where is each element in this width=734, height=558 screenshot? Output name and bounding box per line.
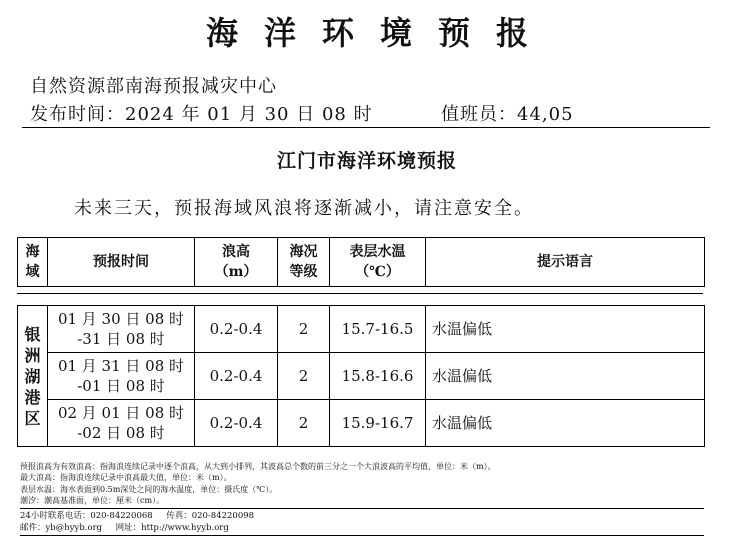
forecast-table-header <box>17 237 705 287</box>
header-forecast-time: 预报时间 <box>48 238 195 287</box>
page-title: 海洋环境预报 <box>205 14 554 52</box>
hint-cell: 水温偏低 <box>426 353 705 400</box>
table-row <box>18 306 705 353</box>
footnote-wave-height: 预报浪高为有效浪高：指海浪连续记录中逐个浪高，从大到小排列，其波高总个数的前三分之一个大浪波高的平均值，单位：米（m）。 <box>20 462 496 471</box>
wave-height-cell: 0.2-0.4 <box>195 353 278 400</box>
wave-height-cell: 0.2-0.4 <box>195 400 278 447</box>
forecast-subtitle: 江门市海洋环境预报 <box>276 150 457 172</box>
contact-info <box>20 510 254 534</box>
forecast-time-cell: 01 月 31 日 08 时 -01 日 08 时 <box>48 353 195 400</box>
footnote-water-temp: 表层水温：海水表面到0.5m深处之间的海水温度，单位：摄氏度（℃）。 <box>20 484 278 494</box>
duty-officer-label: 值班员： <box>441 104 517 125</box>
publish-time <box>30 100 373 126</box>
header-water-temp: 表层水温 （℃） <box>330 238 426 287</box>
header-wave-height: 浪高 （m） <box>195 238 278 287</box>
footnote-tide: 潮汐：潮高基准面，单位：厘米（cm）。 <box>20 495 165 505</box>
sea-state-level-cell: 2 <box>278 353 330 400</box>
header-area: 海 域 <box>18 238 48 287</box>
contact-fax: 传真：020-84220098 <box>166 511 255 521</box>
water-temp-cell: 15.7-16.5 <box>330 306 426 353</box>
forecast-table <box>17 305 705 447</box>
issuer-name: 自然资源部南海预报减灾中心 <box>30 76 277 97</box>
sea-state-level-cell: 2 <box>278 306 330 353</box>
duty-officer <box>441 100 574 126</box>
wave-height-cell: 0.2-0.4 <box>195 306 278 353</box>
table-gap-divider <box>17 293 703 294</box>
hint-cell: 水温偏低 <box>426 400 705 447</box>
water-temp-cell: 15.8-16.6 <box>330 353 426 400</box>
table-row <box>18 353 705 400</box>
forecast-summary: 未来三天，预报海域风浪将逐渐减小，请注意安全。 <box>74 198 534 219</box>
contact-website[interactable]: 网址：http://www.hyyb.org <box>115 523 229 533</box>
area-name-cell: 银 洲 湖 港 区 <box>18 306 48 447</box>
publish-time-value: 2024 年 01 月 30 日 08 时 <box>125 104 373 125</box>
sea-state-level-cell: 2 <box>278 400 330 447</box>
forecast-time-cell: 01 月 30 日 08 时 -31 日 08 时 <box>48 306 195 353</box>
footer-divider-bottom <box>20 535 704 536</box>
header-sea-state-level: 海况 等级 <box>278 238 330 287</box>
footnote-max-wave: 最大浪高：指海浪连续记录中浪高最大值，单位：米（m）。 <box>20 473 232 483</box>
header-hint: 提示语言 <box>426 238 705 287</box>
table-row <box>18 400 705 447</box>
publish-time-label: 发布时间： <box>30 104 125 125</box>
forecast-time-cell: 02 月 01 日 08 时 -02 日 08 时 <box>48 400 195 447</box>
water-temp-cell: 15.9-16.7 <box>330 400 426 447</box>
header-divider <box>22 127 710 128</box>
hint-cell: 水温偏低 <box>426 306 705 353</box>
duty-officer-value: 44,05 <box>517 104 574 125</box>
footnotes <box>20 461 720 506</box>
contact-phone: 24小时联系电话：020-84220068 <box>20 511 153 521</box>
footer-divider <box>20 508 704 509</box>
contact-email[interactable]: 邮件：yb@hyyb.org <box>20 523 103 533</box>
